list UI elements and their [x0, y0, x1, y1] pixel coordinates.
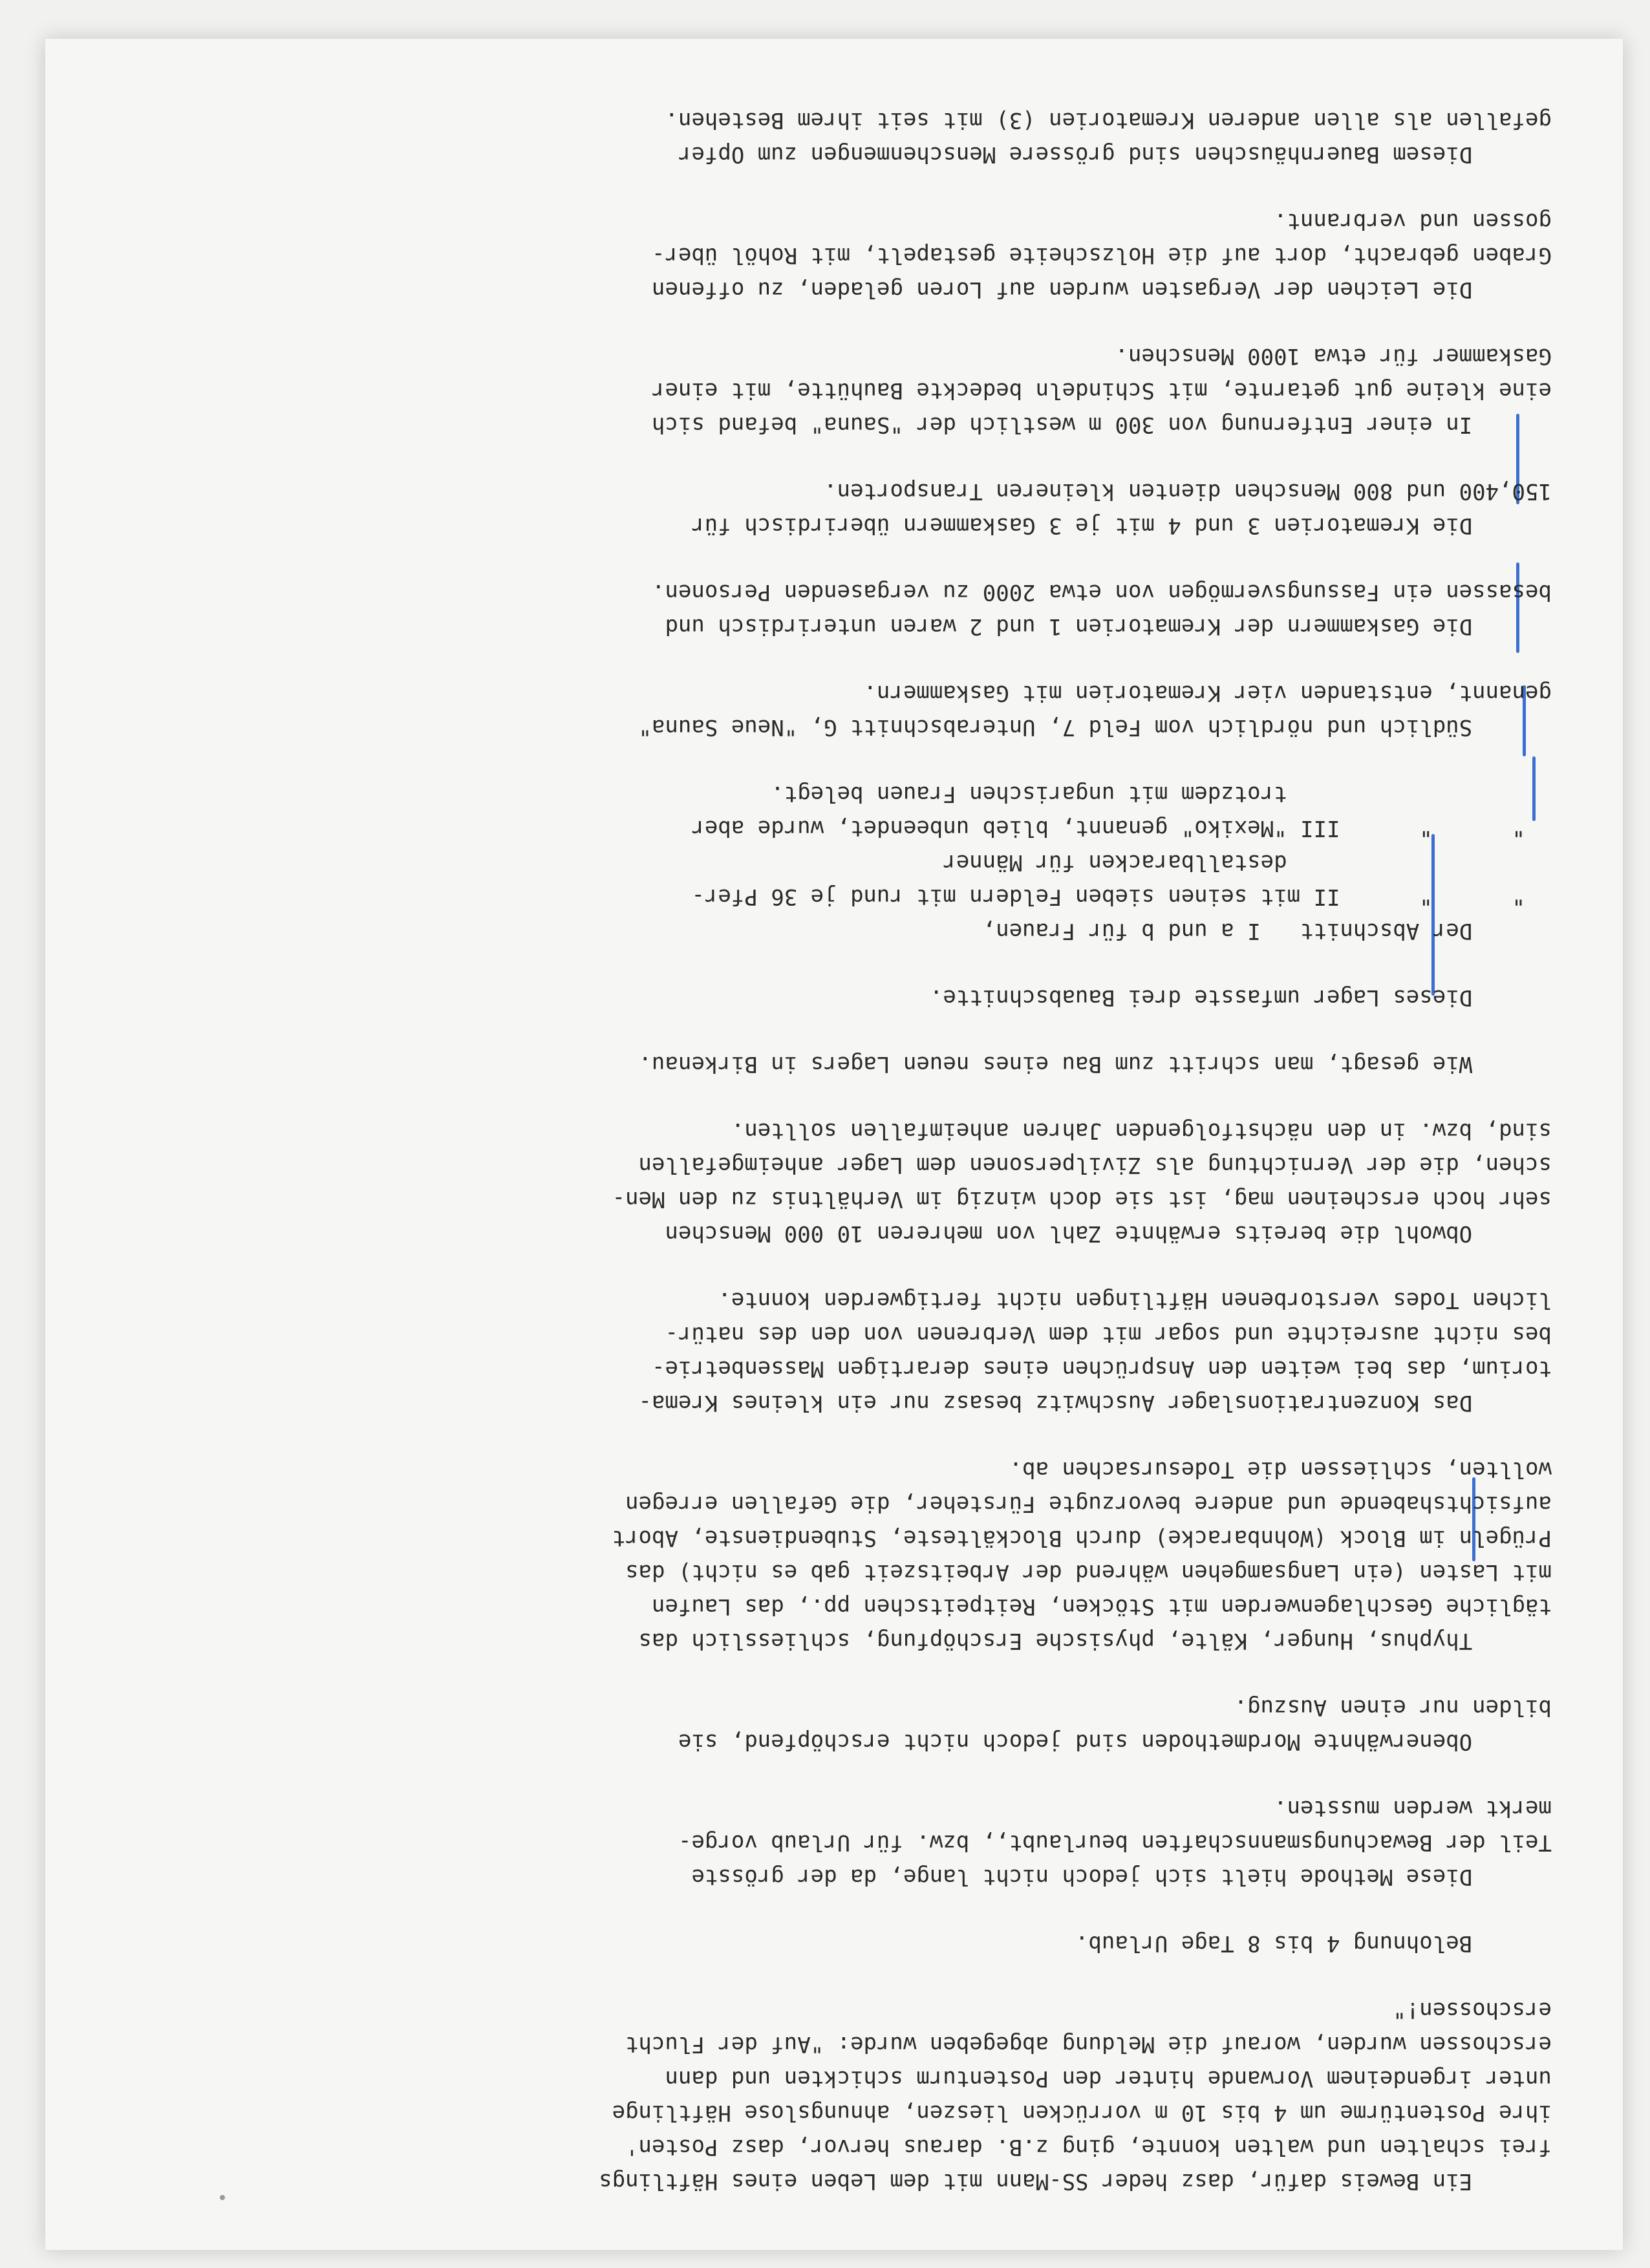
text-line: Der Abschnitt I a und b für Frauen, [982, 918, 1552, 944]
text-line: destallbaracken für Männer [943, 850, 1552, 875]
text-line: Prügeln im Block (Wohnbaracke) durch Blockälteste, Stubendienste, Abort [612, 1525, 1552, 1551]
text-line: Obwohl die bereits erwähnte Zahl von mehreren 10 000 Menschen [665, 1221, 1552, 1246]
paragraph [194, 1047, 1552, 1081]
text-line: Südlich und nördlich vom Feld 7, Unterabschnitt G, "Neue Sauna" [638, 714, 1552, 740]
text-line: bes nicht ausreichte und sogar mit dem Verbrenen von den des natür- [665, 1321, 1552, 1347]
paragraph [194, 1690, 1552, 1759]
text-line: bilden nur einen Auszug. [1234, 1695, 1552, 1720]
text-line: trotzdem mit ungarischen Frauen belegt. [771, 781, 1552, 807]
text-line: wollten, schliessen die Todesursachen ab. [1009, 1457, 1552, 1482]
text-line: mit Lasten (ein Langsamgehen während der Arbeitszeit gab es nicht) das [625, 1559, 1552, 1585]
text-line: aufsichtshabende und andere bevorzugte Fürsteher, die Gefallen erregen [625, 1491, 1552, 1517]
text-line: ihre Postentürme um 4 bis 10 m vorrücken lieszen, ahnungslose Häftlinge [612, 2100, 1552, 2126]
text-line: Dieses Lager umfasste drei Bauabschnitte. [929, 985, 1552, 1011]
text-line: genannt, entstanden vier Krematorien mit Gaskammern. [863, 680, 1552, 706]
text-line: Gaskammer für etwa 1000 Menschen. [1115, 343, 1552, 369]
text-line: Teil der Bewachungsmannschaften beurlaubt,, bzw. für Urlaub vorge- [678, 1830, 1552, 1856]
text-line: besassen ein Fassungsvermögen von etwa 2000 zu vergasenden Personen. [652, 579, 1552, 605]
paragraph [194, 474, 1552, 542]
typewritten-sheet [45, 39, 1623, 2250]
text-line: " " II mit seinen sieben Feldern mit rund je 36 Pfer- [691, 884, 1552, 910]
text-line: merkt werden mussten. [1274, 1795, 1552, 1821]
paragraph [194, 1452, 1552, 1658]
text-line: Wie gesagt, man schritt zum Bau eines neuen Lagers in Birkenau. [638, 1051, 1552, 1077]
text-line: gefallen als allen anderen Krematorien (3) mit seit ihrem Bestehen. [665, 107, 1552, 133]
text-line: tägliche Geschlagenwerden mit Stöcken, Reitpeitschen pp., das Laufen [652, 1594, 1552, 1620]
text-line: schen, die der Vernichtung als Zivilpersonen dem Lager anheimgefallen [638, 1152, 1552, 1178]
text-line: sind, bzw. in den nächstfolgenden Jahren anheimfallen sollten. [731, 1118, 1552, 1144]
paragraph [194, 339, 1552, 442]
document-body [194, 107, 1552, 2198]
text-line: lichen Todes verstorbenen Häftlingen nicht fertigwerden konnte. [718, 1287, 1552, 1313]
paragraph [194, 1993, 1552, 2198]
text-line: Die Krematorien 3 und 4 mit je 3 Gaskammern überirdisch für [691, 513, 1552, 539]
text-line: torium, das bei weiten den Ansprüchen eines derartigen Massenbetrie- [652, 1356, 1552, 1382]
paragraph [194, 676, 1552, 744]
paragraph [194, 1926, 1552, 1960]
paragraph [194, 1113, 1552, 1250]
text-line: Diese Methode hielt sich jedoch nicht lange, da der grösste [691, 1864, 1552, 1890]
text-line: gossen und verbrannt. [1274, 208, 1552, 234]
text-line: erschossen!" [1393, 1997, 1552, 2023]
paragraph [194, 980, 1552, 1014]
text-line: Das Konzentrationslager Auschwitz besasz nur ein kleines Krema- [638, 1390, 1552, 1416]
paragraph [194, 103, 1552, 171]
text-line: eine kleine gut getarnte, mit Schindeln bedeckte Bauhütte, mit einer [652, 378, 1552, 403]
paragraph [194, 575, 1552, 643]
text-line: sehr hoch erscheinen mag, ist sie doch winzig im Verhältnis zu den Men- [612, 1186, 1552, 1212]
paragraph [194, 1283, 1552, 1420]
text-line: In einer Entfernung von 300 m westlich der "Sauna" befand sich [652, 412, 1552, 438]
text-line: Diesem Bauernhäuschen sind grössere Menschenmengen zum Opfer [678, 142, 1552, 167]
text-line: Graben gebracht, dort auf die Holzscheite gestapelt, mit Rohöl über- [652, 242, 1552, 268]
text-line: Obenerwähnte Mordmethoden sind jedoch nicht erschöpfend, sie [678, 1729, 1552, 1755]
text-line: 150,400 und 800 Menschen dienten kleineren Transporten. [824, 478, 1552, 504]
text-line: Ein Beweis dafür, dasz heder SS-Mann mit dem Leben eines Häftlings [599, 2168, 1552, 2194]
text-line: frei schalten und walten konnte, ging z.B. daraus hervor, dasz Posten' [625, 2134, 1552, 2160]
text-line: Thyphus, Hunger, Kälte, physische Erschöpfung, schliesslich das [638, 1628, 1552, 1654]
paragraph [194, 204, 1552, 306]
text-line: unter irgendeinem Vorwande hinter den Postenturm schickten und dann [665, 2066, 1552, 2091]
text-line: erschossen wurden, worauf die Meldung abgegeben wurde: "Auf der Flucht [625, 2031, 1552, 2057]
text-line: Die Gaskammern der Krematorien 1 und 2 waren unterirdisch und [665, 614, 1552, 639]
paragraph [194, 776, 1552, 948]
text-line: Die Leichen der Vergasten wurden auf Loren geladen, zu offenen [652, 277, 1552, 303]
text-line: " " III "Mexiko" genannt, blieb unbeendet, wurde aber [691, 815, 1552, 841]
paragraph [194, 1791, 1552, 1894]
text-line: Belohnung 4 bis 8 Tage Urlaub. [1075, 1931, 1552, 1956]
